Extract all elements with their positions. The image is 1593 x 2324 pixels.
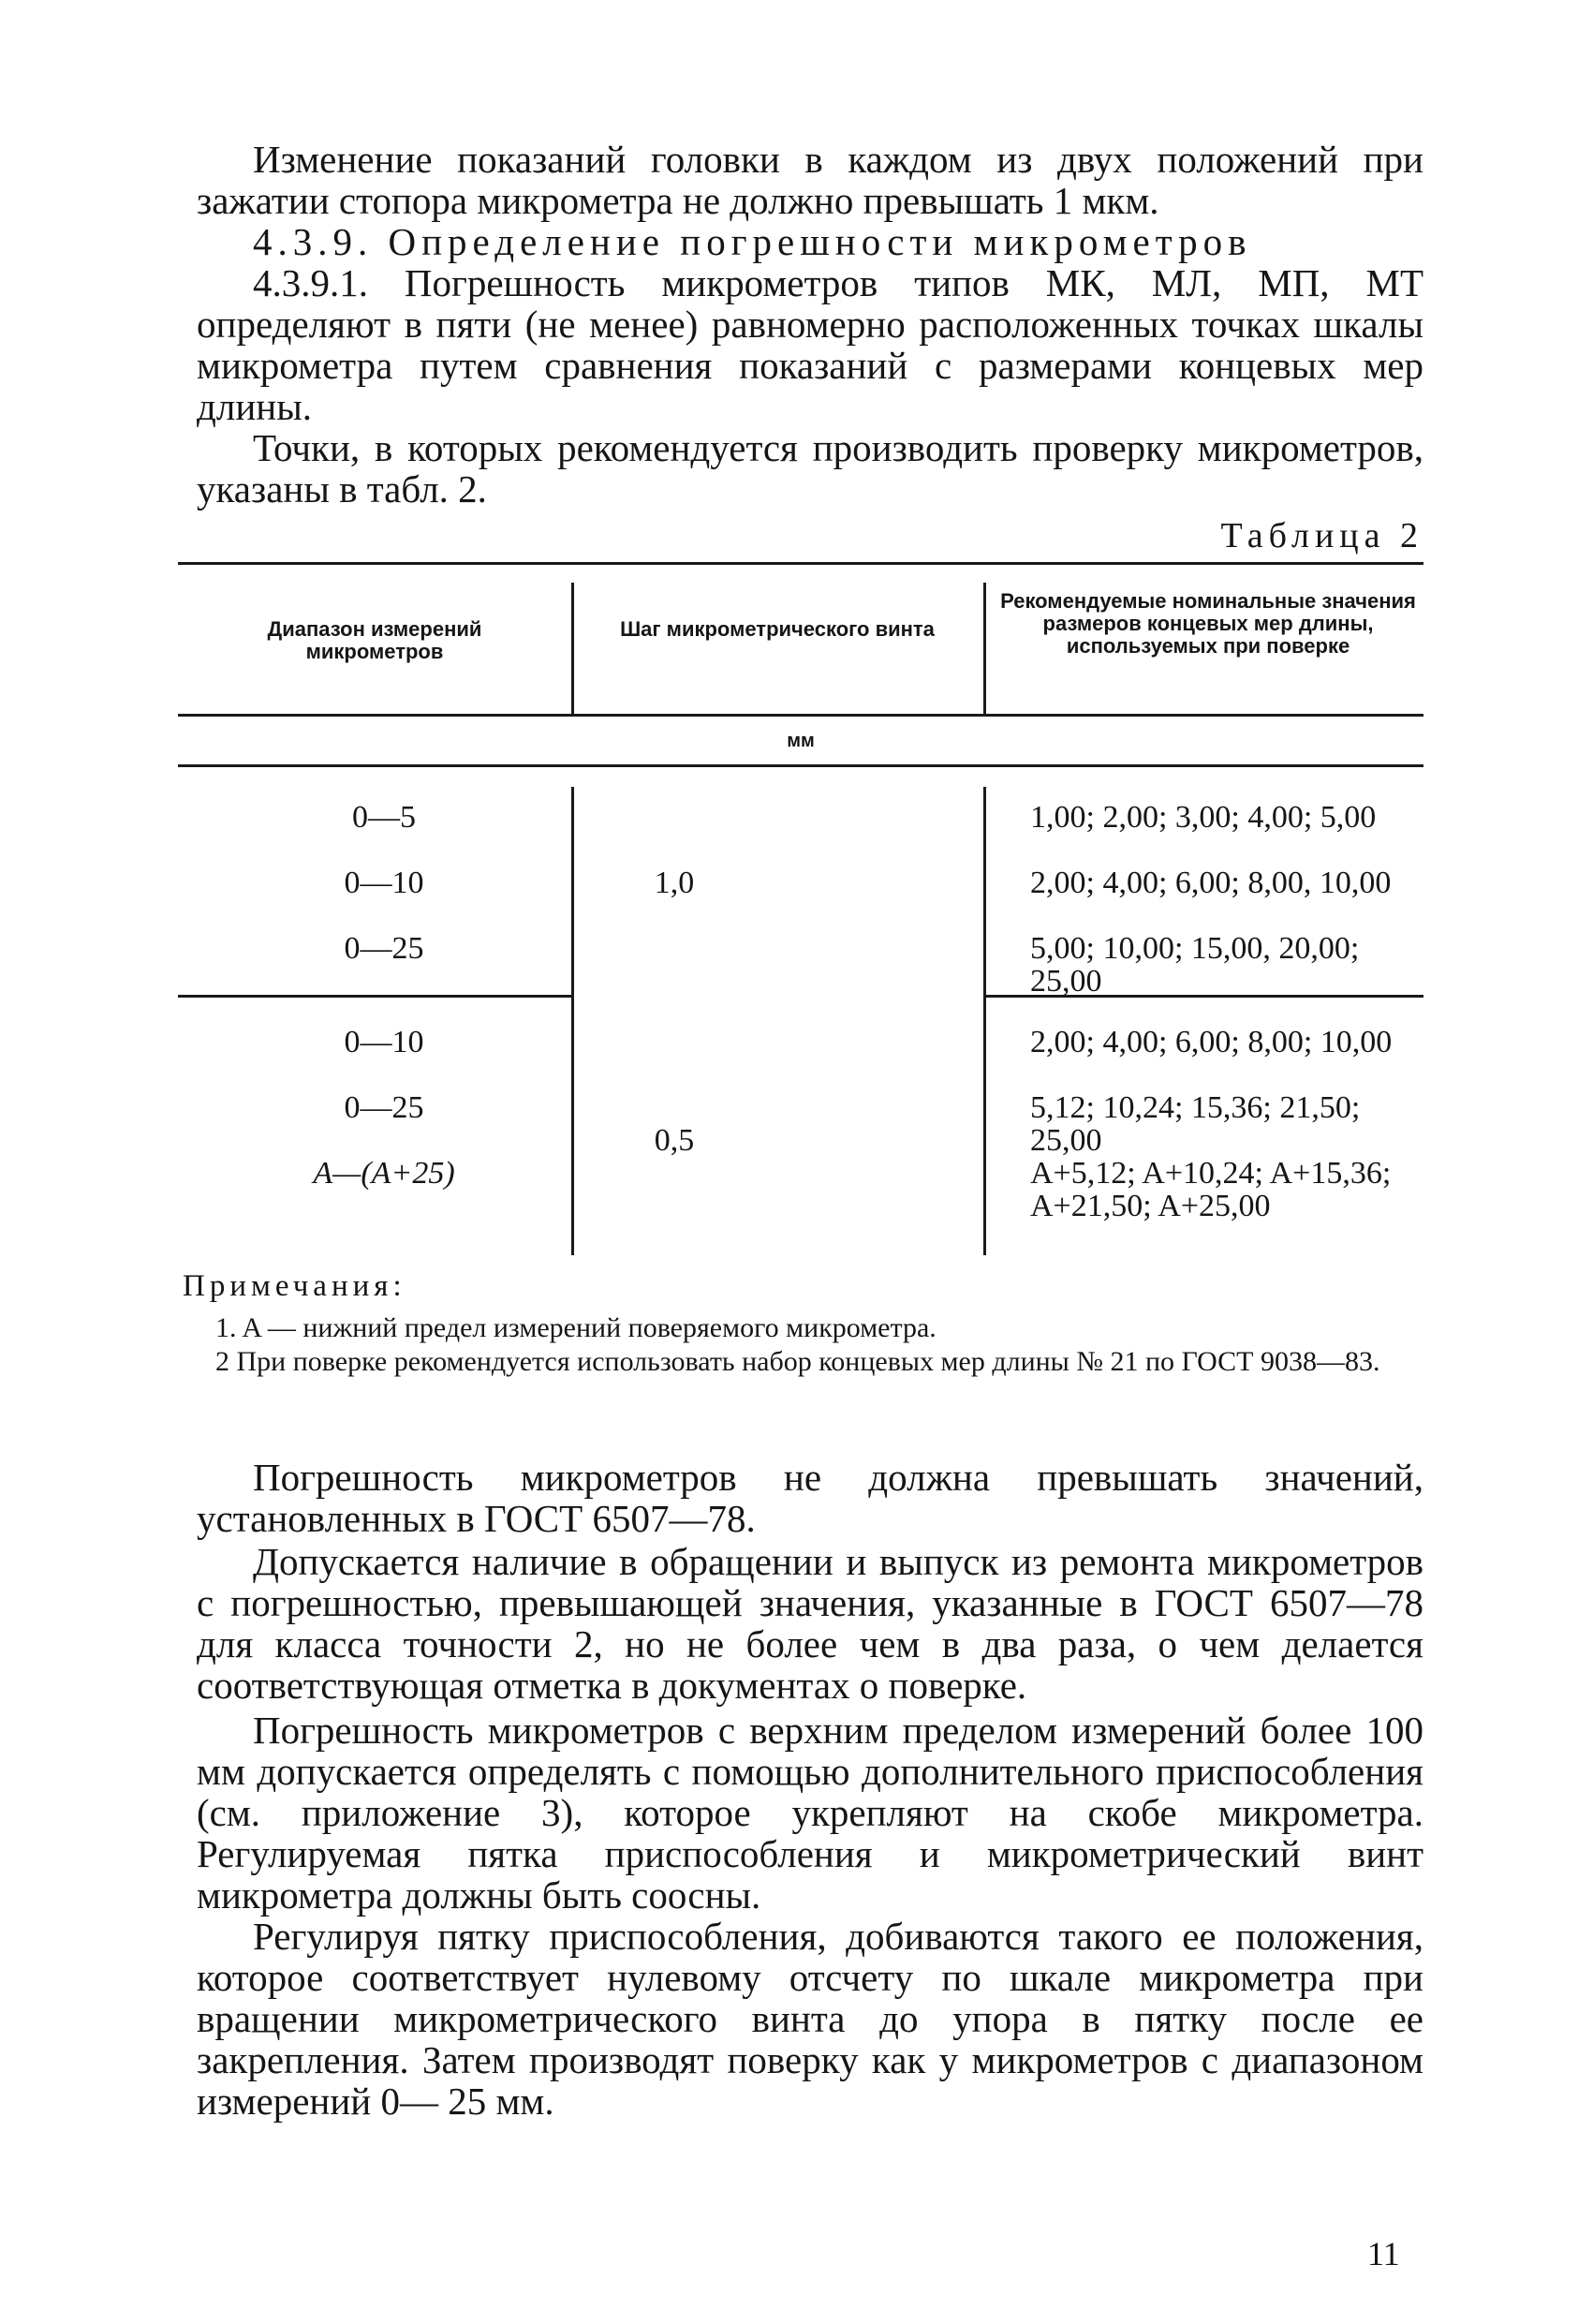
table-cell-range: 0—25 (344, 1090, 424, 1125)
table-cell-values: 5,00; 10,00; 15,00, 20,00; 25,00 (1030, 931, 1360, 999)
table-caption: Таблица 2 (1220, 516, 1423, 555)
table-unit-label: мм (787, 731, 815, 751)
paragraph-check-points: Точки, в которых рекомендуется производить проверку микрометров, указаны в табл. 2. (197, 426, 1423, 511)
paragraph-anvil-adjustment: Регулируя пятку приспособления, добиваются такого ее положения, которое соответствует нулевому отсчету по шкале микрометра при вращении микрометрического винта до упора в пятку после ее закрепления. Затем производят поверку как у микрометров с диапазоном измерений 0— 25 мм. (197, 1915, 1423, 2123)
header-measurement-range: Диапазон измерений микрометров (267, 617, 482, 663)
page-number: 11 (1367, 2235, 1400, 2272)
table-header-rule (178, 714, 1423, 717)
note-item: 1. A — нижний предел измерений поверяемого микрометра. (215, 1312, 937, 1343)
table-2 (178, 562, 1423, 1255)
table-cell-step: 0,5 (654, 1123, 695, 1158)
table-unit-rule (178, 764, 1423, 767)
table-header-divider-1 (571, 583, 574, 714)
table-cell-range: 0—10 (344, 866, 424, 900)
table-cell-values: A+5,12; A+10,24; A+15,36; A+21,50; A+25,00 (1030, 1156, 1392, 1223)
paragraph-head-reading-change: Изменение показаний головки в каждом из двух положений при зажатии стопора микрометра не должно превышать 1 мкм. (197, 138, 1423, 222)
table-group-rule-left (178, 995, 571, 998)
table-cell-range: 0—5 (352, 800, 416, 835)
table-header-divider-2 (983, 583, 986, 714)
paragraph-upper-limit: Погрешность микрометров с верхним пределом измерений более 100 мм допускается определять с помощью дополнительного приспособления (см. приложение 3), которое укрепляют на скобе микрометра. Регулируемая пятка приспособления и микрометрический винт микрометра должны быть соосны. (197, 1709, 1423, 1917)
table-cell-values: 1,00; 2,00; 3,00; 4,00; 5,00 (1030, 800, 1377, 835)
table-cell-range: 0—10 (344, 1025, 424, 1059)
table-cell-range: A—(A+25) (313, 1156, 455, 1191)
table-body-divider-2 (983, 787, 986, 1255)
table-top-rule (178, 562, 1423, 565)
table-cell-range: 0—25 (344, 931, 424, 966)
header-recommended-values: Рекомендуемые номинальные значения размеров концевых мер длины, используемых при поверке (1000, 589, 1416, 658)
paragraph-repair-allowance: Допускается наличие в обращении и выпуск из ремонта микрометров с погрешностью, превышающей значения, указанные в ГОСТ 6507—78 для класса точности 2, но не более чем в два раза, о чем делается соответствующая отметка в документах о поверке. (197, 1540, 1423, 1707)
table-cell-values: 2,00; 4,00; 6,00; 8,00, 10,00 (1030, 866, 1392, 900)
table-body-divider-1 (571, 787, 574, 1255)
section-heading-4-3-9: 4.3.9. Определение погрешности микрометров (253, 220, 1252, 263)
notes-title: Примечания: (183, 1269, 406, 1303)
table-cell-values: 2,00; 4,00; 6,00; 8,00; 10,00 (1030, 1025, 1393, 1059)
table-cell-values: 5,12; 10,24; 15,36; 21,50; 25,00 (1030, 1090, 1361, 1158)
header-screw-pitch: Шаг микрометрического винта (620, 617, 935, 641)
table-cell-step: 1,0 (654, 866, 695, 900)
paragraph-4-3-9-1: 4.3.9.1. Погрешность микрометров типов МК, МЛ, МП, МТ определяют в пяти (не менее) равномерно расположенных точках шкалы микрометра путем сравнения показаний с размерами концевых мер длины. (197, 261, 1423, 428)
note-item: 2 При поверке рекомендуется использовать набор концевых мер длины № 21 по ГОСТ 9038—83. (215, 1346, 1380, 1377)
paragraph-error-limit: Погрешность микрометров не должна превышать значений, установленных в ГОСТ 6507—78. (197, 1456, 1423, 1540)
